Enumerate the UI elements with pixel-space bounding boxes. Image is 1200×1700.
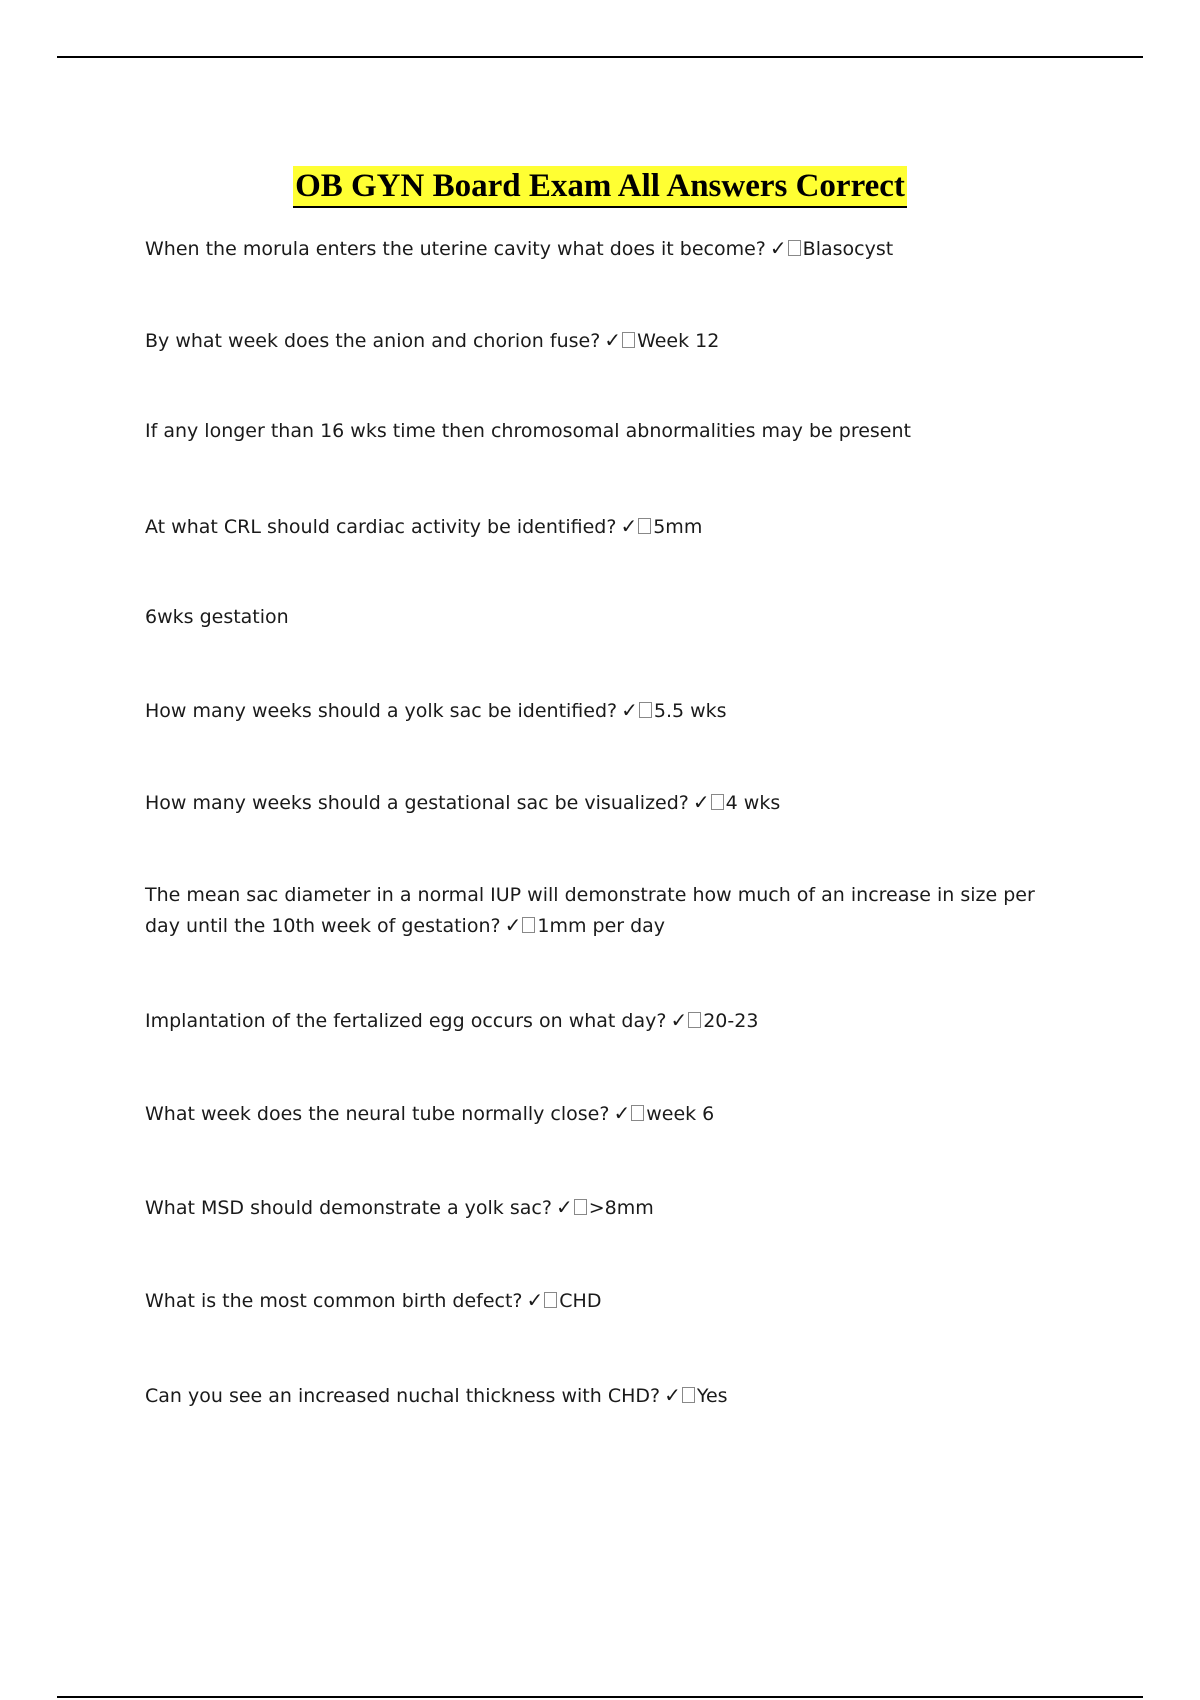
check-icon: ✓ (555, 1195, 573, 1219)
answer-text: 1mm per day (537, 915, 666, 937)
answer-text: 4 wks (725, 792, 781, 814)
check-icon: ✓ (769, 236, 787, 260)
check-icon: ✓ (620, 514, 638, 538)
box-icon (688, 1012, 701, 1028)
qa-item (145, 1285, 1075, 1316)
qa-item (145, 511, 1075, 542)
qa-item (145, 233, 1075, 264)
question-text: Can you see an increased nuchal thickness with CHD? (145, 1385, 661, 1407)
question-text: When the morula enters the uterine cavity what does it become? (145, 238, 766, 260)
note-item (145, 602, 1075, 632)
top-rule (57, 56, 1143, 58)
check-icon: ✓ (604, 328, 622, 352)
box-icon (622, 332, 635, 348)
qa-item (145, 1192, 1075, 1223)
check-icon: ✓ (664, 1383, 681, 1407)
note-text: 6wks gestation (145, 606, 289, 628)
qa-item (145, 1005, 1075, 1036)
document-title: OB GYN Board Exam All Answers Correct (293, 166, 907, 208)
answer-text: Yes (696, 1385, 728, 1407)
question-text: What MSD should demonstrate a yolk sac? (145, 1197, 552, 1219)
answer-text: CHD (559, 1290, 602, 1312)
check-icon: ✓ (692, 790, 710, 814)
title-container (0, 166, 1200, 208)
qa-item (145, 695, 1075, 726)
qa-item (145, 1380, 1075, 1411)
check-icon: ✓ (670, 1008, 688, 1032)
box-icon (788, 240, 801, 256)
box-icon (711, 794, 724, 810)
check-icon: ✓ (621, 698, 638, 722)
box-icon (639, 702, 652, 718)
question-text: Implantation of the fertalized egg occurs on what day? (145, 1010, 667, 1032)
check-icon: ✓ (526, 1288, 544, 1312)
check-icon: ✓ (613, 1101, 631, 1125)
box-icon (544, 1292, 557, 1308)
question-text: At what CRL should cardiac activity be identified? (145, 516, 617, 538)
note-item (145, 416, 1075, 446)
qa-item (145, 1098, 1075, 1129)
qa-item (145, 880, 1075, 941)
answer-text: Blasocyst (802, 238, 894, 260)
answer-text: week 6 (646, 1103, 715, 1125)
box-icon (682, 1387, 695, 1403)
answer-text: 5mm (653, 516, 703, 538)
answer-text: >8mm (588, 1197, 654, 1219)
qa-item (145, 325, 1075, 356)
question-text: How many weeks should a yolk sac be identified? (145, 700, 618, 722)
box-icon (574, 1199, 587, 1215)
qa-item (145, 787, 1075, 818)
question-text: What is the most common birth defect? (145, 1290, 523, 1312)
answer-text: 5.5 wks (653, 700, 727, 722)
question-text: How many weeks should a gestational sac be visualized? (145, 792, 689, 814)
box-icon (631, 1105, 644, 1121)
answer-text: 20-23 (703, 1010, 759, 1032)
question-text: By what week does the anion and chorion fuse? (145, 330, 601, 352)
bottom-rule (57, 1696, 1143, 1698)
question-text: The mean sac diameter in a normal IUP will demonstrate how much of an increase in size per day until the 10th week of gestation? (145, 884, 1035, 937)
check-icon: ✓ (504, 913, 522, 937)
box-icon (638, 518, 651, 534)
box-icon (522, 917, 535, 933)
answer-text: Week 12 (637, 330, 720, 352)
question-text: What week does the neural tube normally close? (145, 1103, 610, 1125)
note-text: If any longer than 16 wks time then chromosomal abnormalities may be present (145, 420, 911, 442)
